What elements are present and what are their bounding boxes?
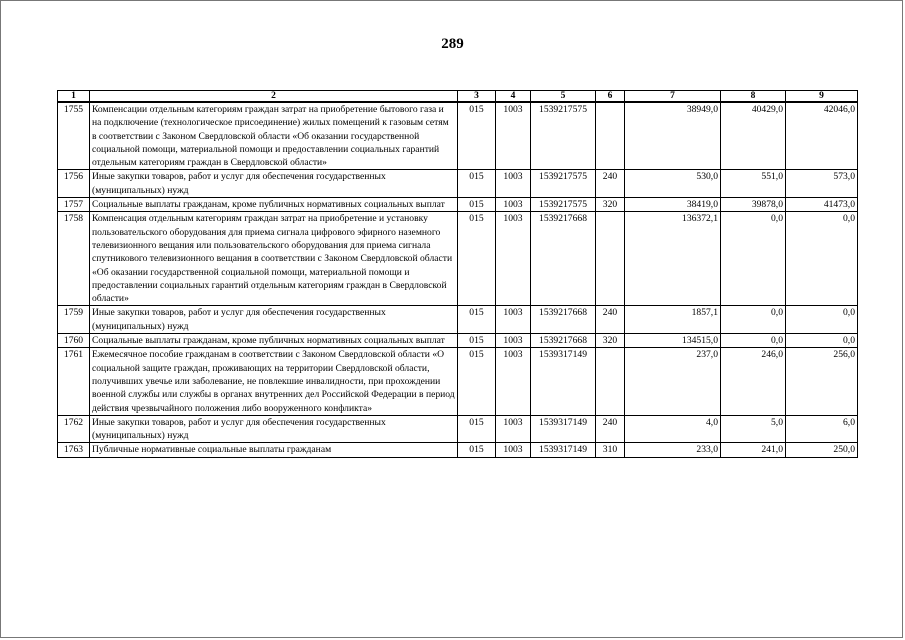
row-admin-code: 015 <box>458 348 496 415</box>
table-row <box>58 334 858 348</box>
column-header: 5 <box>531 91 596 103</box>
row-description: Компенсация отдельным категориям граждан затрат на приобретение и установку пользовательского оборудования для приема сигнала цифрового эфирного наземного телевизионного вещания или пользовательского оборудования для приема сигнала спутникового телевизионного вещания в соответствии с Законом Свердловской области «Об оказании государственной социальной помощи, материальной помощи и предоставлении социальных гарантий отдельным категориям граждан в Свердловской области» <box>90 212 458 306</box>
row-target-code: 1539217575 <box>531 170 596 198</box>
column-header: 4 <box>496 91 531 103</box>
row-admin-code: 015 <box>458 443 496 457</box>
row-description: Иные закупки товаров, работ и услуг для обеспечения государственных (муниципальных) нужд <box>90 415 458 443</box>
row-amount-year1: 134515,0 <box>625 334 721 348</box>
row-amount-year3: 256,0 <box>786 348 858 415</box>
row-amount-year2: 39878,0 <box>721 198 786 212</box>
budget-table <box>57 90 858 458</box>
table-row <box>58 102 858 170</box>
row-amount-year3: 0,0 <box>786 306 858 334</box>
row-section-code: 1003 <box>496 443 531 457</box>
row-target-code: 1539217668 <box>531 212 596 306</box>
row-target-code: 1539217575 <box>531 198 596 212</box>
row-amount-year1: 136372,1 <box>625 212 721 306</box>
row-amount-year1: 38419,0 <box>625 198 721 212</box>
row-amount-year3: 42046,0 <box>786 102 858 170</box>
row-number: 1763 <box>58 443 90 457</box>
row-number: 1761 <box>58 348 90 415</box>
row-section-code: 1003 <box>496 212 531 306</box>
row-description: Публичные нормативные социальные выплаты гражданам <box>90 443 458 457</box>
row-admin-code: 015 <box>458 415 496 443</box>
row-expense-type: 240 <box>596 415 625 443</box>
row-amount-year1: 237,0 <box>625 348 721 415</box>
column-header: 3 <box>458 91 496 103</box>
row-amount-year1: 530,0 <box>625 170 721 198</box>
row-number: 1759 <box>58 306 90 334</box>
row-expense-type: 310 <box>596 443 625 457</box>
row-amount-year2: 0,0 <box>721 334 786 348</box>
row-amount-year3: 41473,0 <box>786 198 858 212</box>
row-amount-year2: 0,0 <box>721 306 786 334</box>
table-row <box>58 170 858 198</box>
row-admin-code: 015 <box>458 306 496 334</box>
row-expense-type: 320 <box>596 198 625 212</box>
row-number: 1758 <box>58 212 90 306</box>
row-section-code: 1003 <box>496 306 531 334</box>
row-amount-year3: 250,0 <box>786 443 858 457</box>
row-admin-code: 015 <box>458 212 496 306</box>
row-expense-type: 240 <box>596 170 625 198</box>
row-number: 1757 <box>58 198 90 212</box>
row-expense-type: 320 <box>596 334 625 348</box>
row-number: 1762 <box>58 415 90 443</box>
row-description: Иные закупки товаров, работ и услуг для обеспечения государственных (муниципальных) нужд <box>90 170 458 198</box>
table-row <box>58 443 858 457</box>
row-section-code: 1003 <box>496 170 531 198</box>
row-section-code: 1003 <box>496 348 531 415</box>
column-header: 8 <box>721 91 786 103</box>
row-description: Социальные выплаты гражданам, кроме публичных нормативных социальных выплат <box>90 334 458 348</box>
row-amount-year2: 40429,0 <box>721 102 786 170</box>
row-target-code: 1539317149 <box>531 348 596 415</box>
row-number: 1755 <box>58 102 90 170</box>
column-header: 7 <box>625 91 721 103</box>
row-amount-year2: 241,0 <box>721 443 786 457</box>
row-description: Компенсации отдельным категориям граждан затрат на приобретение бытового газа и на подключение (технологическое присоединение) жилых помещений к газовым сетям в соответствии с Законом Свердловской области «Об оказании государственной социальной помощи, материальной помощи и предоставлении социальных гарантий отдельным категориям граждан в Свердловской области» <box>90 102 458 170</box>
row-number: 1760 <box>58 334 90 348</box>
row-section-code: 1003 <box>496 102 531 170</box>
row-target-code: 1539317149 <box>531 415 596 443</box>
table-row <box>58 198 858 212</box>
row-description: Ежемесячное пособие гражданам в соответствии с Законом Свердловской области «О социальной защите граждан, проживающих на территории Свердловской области, получивших увечье или заболевание, не повлекшие инвалидности, при прохождении военной службы или службы в органах внутренних дел Российской Федерации в период действия чрезвычайного положения либо вооруженного конфликта» <box>90 348 458 415</box>
row-section-code: 1003 <box>496 198 531 212</box>
row-amount-year1: 4,0 <box>625 415 721 443</box>
row-amount-year1: 38949,0 <box>625 102 721 170</box>
row-amount-year1: 233,0 <box>625 443 721 457</box>
row-description: Иные закупки товаров, работ и услуг для обеспечения государственных (муниципальных) нужд <box>90 306 458 334</box>
table-row <box>58 348 858 415</box>
row-amount-year3: 6,0 <box>786 415 858 443</box>
row-expense-type <box>596 212 625 306</box>
row-expense-type <box>596 102 625 170</box>
table-row <box>58 306 858 334</box>
column-header: 9 <box>786 91 858 103</box>
row-target-code: 1539317149 <box>531 443 596 457</box>
row-target-code: 1539217668 <box>531 334 596 348</box>
row-admin-code: 015 <box>458 334 496 348</box>
row-description: Социальные выплаты гражданам, кроме публичных нормативных социальных выплат <box>90 198 458 212</box>
row-section-code: 1003 <box>496 415 531 443</box>
row-amount-year2: 246,0 <box>721 348 786 415</box>
row-amount-year3: 0,0 <box>786 212 858 306</box>
row-number: 1756 <box>58 170 90 198</box>
row-target-code: 1539217575 <box>531 102 596 170</box>
page-number: 289 <box>441 36 464 52</box>
row-expense-type: 240 <box>596 306 625 334</box>
row-amount-year2: 5,0 <box>721 415 786 443</box>
row-amount-year3: 0,0 <box>786 334 858 348</box>
row-admin-code: 015 <box>458 170 496 198</box>
row-admin-code: 015 <box>458 198 496 212</box>
row-admin-code: 015 <box>458 102 496 170</box>
column-header: 1 <box>58 91 90 103</box>
row-section-code: 1003 <box>496 334 531 348</box>
row-amount-year2: 551,0 <box>721 170 786 198</box>
row-amount-year3: 573,0 <box>786 170 858 198</box>
row-amount-year1: 1857,1 <box>625 306 721 334</box>
row-target-code: 1539217668 <box>531 306 596 334</box>
row-expense-type <box>596 348 625 415</box>
table-row <box>58 212 858 306</box>
table-row <box>58 415 858 443</box>
header-row <box>58 91 858 103</box>
column-header: 2 <box>90 91 458 103</box>
column-header: 6 <box>596 91 625 103</box>
row-amount-year2: 0,0 <box>721 212 786 306</box>
